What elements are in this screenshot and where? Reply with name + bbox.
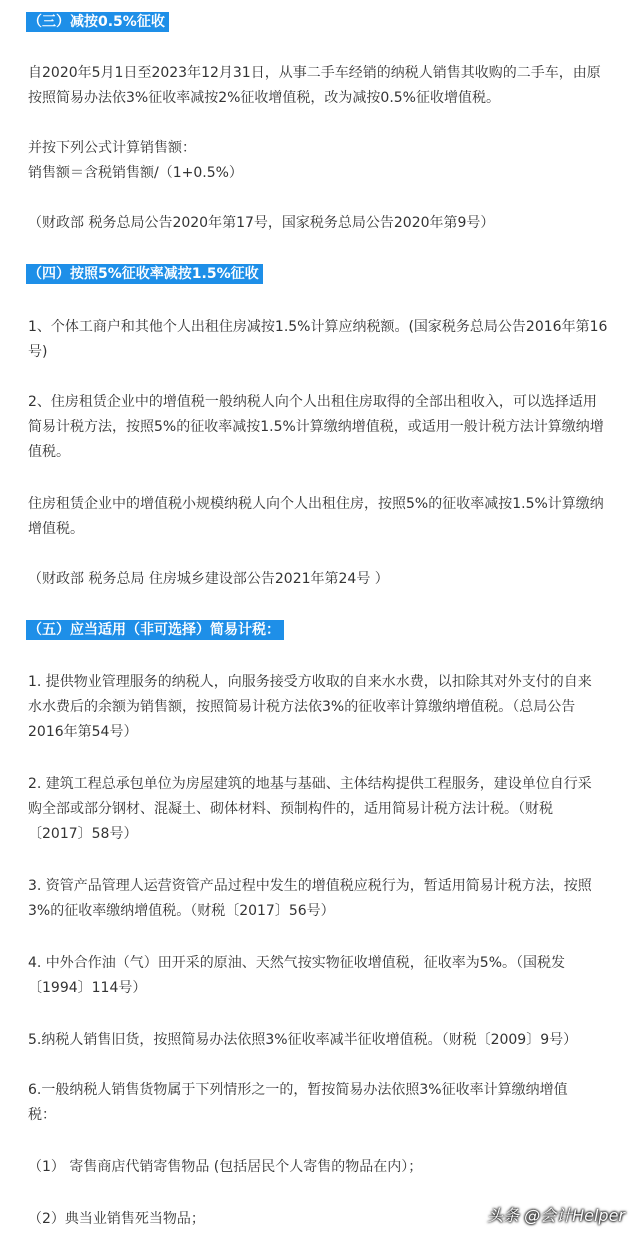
paragraph-line: 住房租赁企业中的增值税小规模纳税人向个人出租住房，按照5%的征收率减按1.5%计算缴纳: [28, 496, 604, 512]
formula-line: 销售额＝含税销售额/（1+0.5%）: [28, 165, 243, 181]
paragraph-line: 自2020年5月1日至2023年12月31日，从事二手车经销的纳税人销售其收购的二手车，由原: [28, 65, 601, 81]
list-item-line: 〔2017〕58号）: [28, 826, 138, 842]
reference-line: （财政部 税务总局 住房城乡建设部公告2021年第24号 ）: [28, 571, 389, 587]
section-heading-5: （五）应当适用（非可选择）简易计税：: [26, 620, 284, 640]
sub-item-line: （2）典当业销售死当物品；: [28, 1211, 205, 1227]
list-item-line: 3%的征收率缴纳增值税。（财税〔2017〕56号）: [28, 903, 335, 919]
sub-item-line: （1） 寄售商店代销寄售物品 (包括居民个人寄售的物品在内）；: [28, 1159, 423, 1175]
paragraph-line: 1、个体工商户和其他个人出租住房减按1.5%计算应纳税额。(国家税务总局公告2016年第16: [28, 319, 608, 335]
paragraph-line: 简易计税方法，按照5%的征收率减按1.5%计算缴纳增值税，或适用一般计税方法计算缴纳增: [28, 419, 604, 435]
list-item-line: 〔1994〕114号）: [28, 980, 147, 996]
watermark: 头条 @会计Helper: [487, 1206, 625, 1225]
list-item-line: 4. 中外合作油（气）田开采的原油、天然气按实物征收增值税，征收率为5%。（国税发: [28, 955, 566, 971]
paragraph-line: 并按下列公式计算销售额：: [28, 140, 196, 156]
paragraph-line: 2、住房租赁企业中的增值税一般纳税人向个人出租住房取得的全部出租收入，可以选择适用: [28, 394, 597, 410]
list-item-line: 购全部或部分钢材、混凝土、砌体材料、预制构件的，适用简易计税方法计税。（财税: [28, 801, 553, 817]
list-item-line: 2016年第54号）: [28, 724, 138, 740]
paragraph-line: 号): [28, 344, 48, 360]
section-heading-3: （三）减按0.5%征收: [26, 12, 169, 32]
list-item-line: 税：: [28, 1107, 56, 1123]
list-item-line: 6.一般纳税人销售货物属于下列情形之一的，暂按简易办法依照3%征收率计算缴纳增值: [28, 1082, 568, 1098]
list-item-line: 1. 提供物业管理服务的纳税人，向服务接受方收取的自来水水费，以扣除其对外支付的自来: [28, 674, 592, 690]
reference-line: （财政部 税务总局公告2020年第17号，国家税务总局公告2020年第9号）: [28, 215, 495, 231]
section-heading-4: （四）按照5%征收率减按1.5%征收: [26, 264, 263, 284]
list-item-line: 水水费后的余额为销售额，按照简易计税方法依3%的征收率计算缴纳增值税。（总局公告: [28, 699, 576, 715]
list-item-line: 2. 建筑工程总承包单位为房屋建筑的地基与基础、主体结构提供工程服务，建设单位自行采: [28, 776, 592, 792]
paragraph-line: 值税。: [28, 444, 70, 460]
paragraph-line: 增值税。: [28, 521, 84, 537]
paragraph-line: 按照简易办法依3%征收率减按2%征收增值税，改为减按0.5%征收增值税。: [28, 90, 500, 106]
list-item-line: 5.纳税人销售旧货，按照简易办法依照3%征收率减半征收增值税。（财税〔2009〕9号）: [28, 1032, 578, 1048]
list-item-line: 3. 资管产品管理人运营资管产品过程中发生的增值税应税行为，暂适用简易计税方法，按照: [28, 878, 592, 894]
